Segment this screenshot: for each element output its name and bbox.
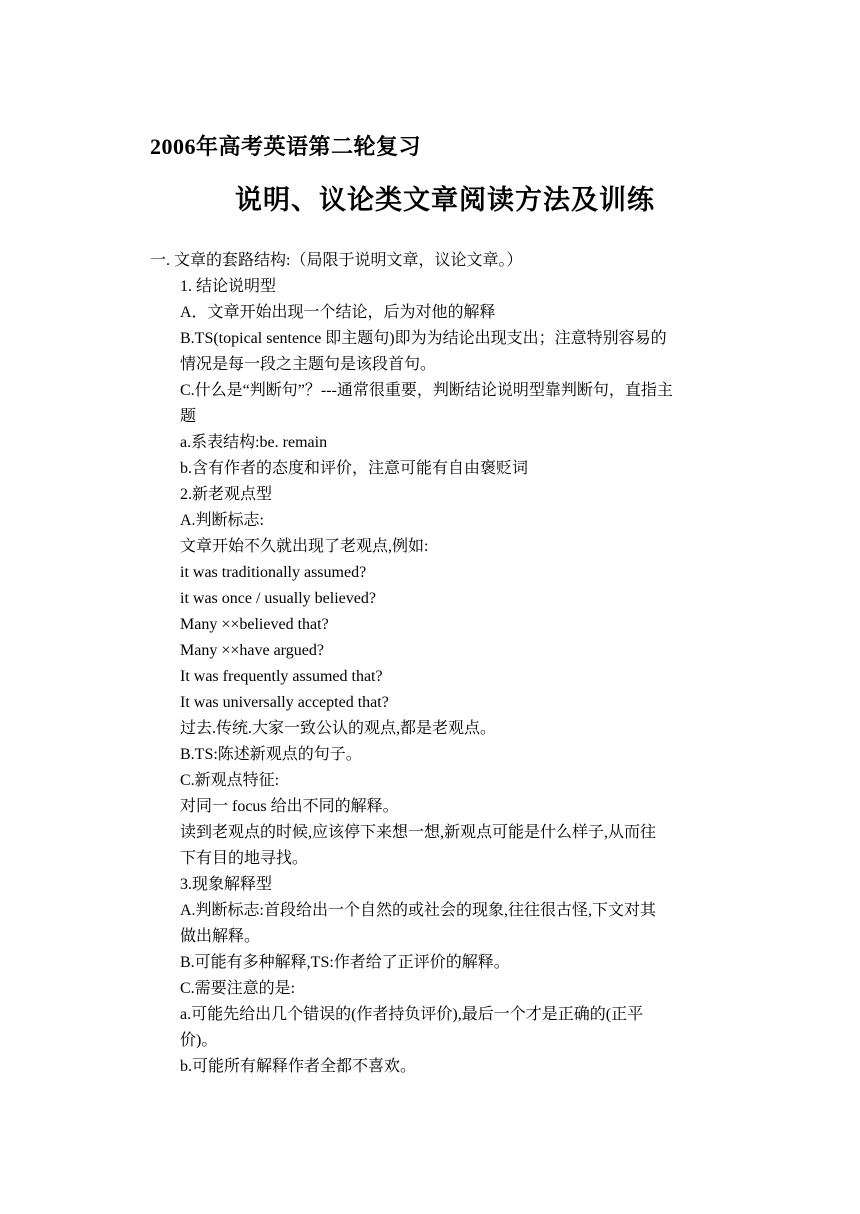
text-line: 题 <box>180 408 197 425</box>
subsection-heading: 3.现象解释型 <box>180 876 273 893</box>
text-line: A．文章开始出现一个结论，后为对他的解释 <box>180 304 496 321</box>
text-line: a.可能先给出几个错误的(作者持负评价),最后一个才是正确的(正平 <box>180 1006 644 1023</box>
text-line: Many ××believed that? <box>180 616 329 633</box>
text-line: 情况是每一段之主题句是该段首句。 <box>180 356 437 373</box>
text-line: a.系表结构:be. remain <box>180 434 328 451</box>
text-line: A.判断标志:首段给出一个自然的或社会的现象,往往很古怪,下文对其 <box>180 902 657 919</box>
text-line: C.什么是“判断句”？---通常很重要，判断结论说明型靠判断句，直指主 <box>180 382 673 399</box>
text-line: Many ××have argued? <box>180 642 324 659</box>
text-line: 下有目的地寻找。 <box>180 850 309 867</box>
text-line: b.含有作者的态度和评价，注意可能有自由褒贬词 <box>180 460 529 477</box>
text-line: C.需要注意的是: <box>180 980 296 997</box>
text-line: it was once / usually believed? <box>180 590 376 607</box>
text-line: It was universally accepted that? <box>180 694 389 711</box>
text-line: 做出解释。 <box>180 928 261 945</box>
section-heading: 一. 文章的套路结构:（局限于说明文章，议论文章。） <box>150 252 523 269</box>
text-line: B.TS:陈述新观点的句子。 <box>180 746 362 763</box>
text-line: b.可能所有解释作者全都不喜欢。 <box>180 1058 417 1075</box>
subsection-heading: 2.新老观点型 <box>180 486 273 503</box>
text-line: 价)。 <box>180 1032 218 1049</box>
subsection-heading: 1. 结论说明型 <box>180 278 277 295</box>
text-line: 读到老观点的时候,应该停下来想一想,新观点可能是什么样子,从而往 <box>180 824 657 841</box>
text-line: It was frequently assumed that? <box>180 668 383 685</box>
text-line: C.新观点特征: <box>180 772 280 789</box>
text-line: B.TS(topical sentence 即主题句)即为为结论出现支出；注意特别容易的 <box>180 330 667 347</box>
text-line: 文章开始不久就出现了老观点,例如: <box>180 538 429 555</box>
text-line: A.判断标志: <box>180 512 265 529</box>
document-subtitle: 2006年高考英语第二轮复习 <box>150 134 422 159</box>
text-line: it was traditionally assumed? <box>180 564 367 581</box>
document-title: 说明、议论类文章阅读方法及训练 <box>235 185 655 216</box>
text-line: 对同一 focus 给出不同的解释。 <box>180 798 399 815</box>
text-line: 过去.传统.大家一致公认的观点,都是老观点。 <box>180 720 497 737</box>
text-line: B.可能有多种解释,TS:作者给了正评价的解释。 <box>180 954 510 971</box>
